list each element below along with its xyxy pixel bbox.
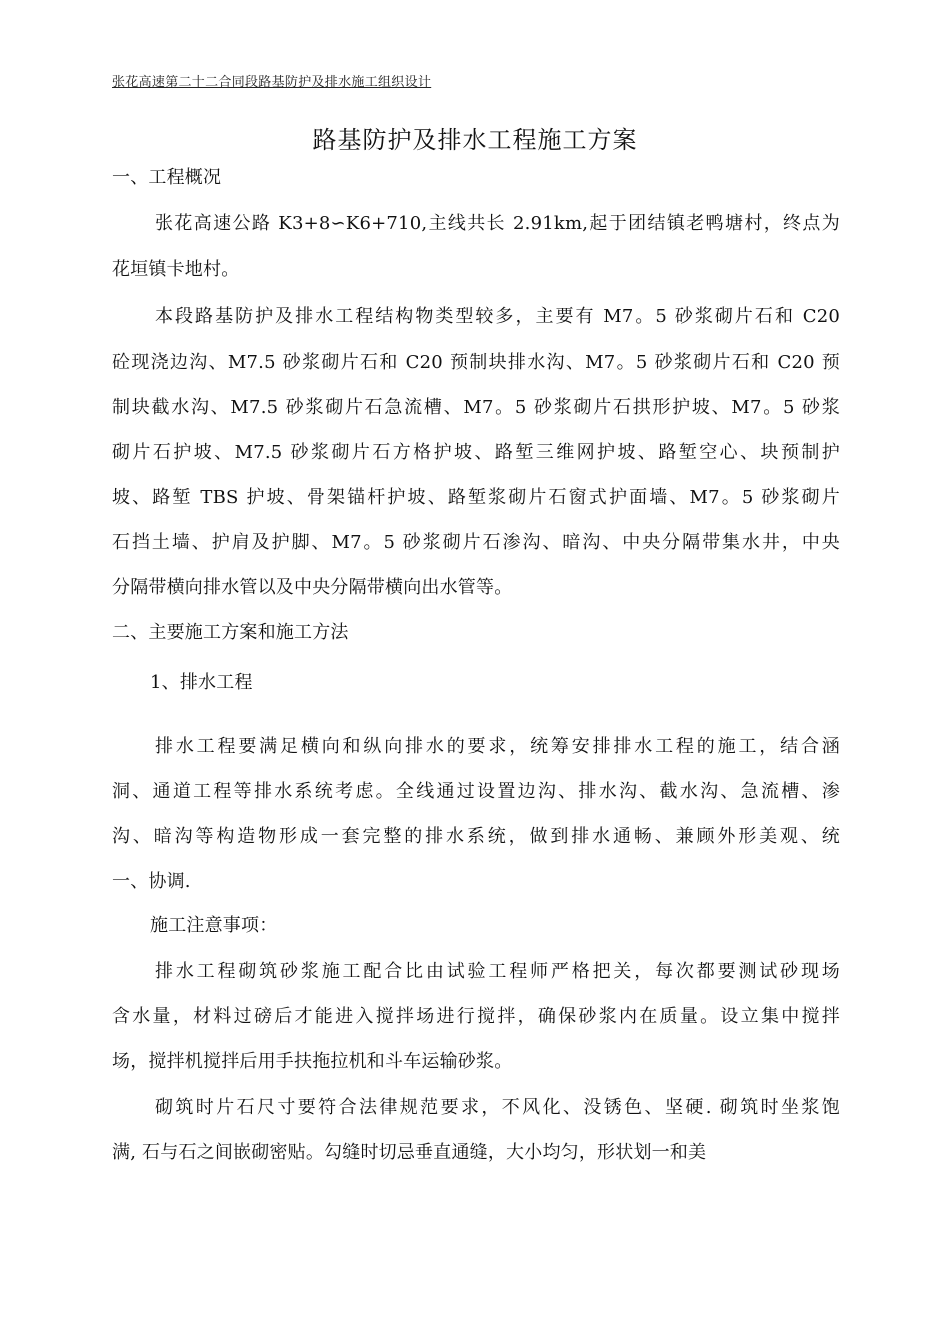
document-title: 路基防护及排水工程施工方案 <box>312 126 638 154</box>
paragraph-line: 含水量，材料过磅后才能进入搅拌场进行搅拌，确保砂浆内在质量。设立集中搅拌 <box>112 1006 840 1027</box>
paragraph-line: 制块截水沟、M7.5 砂浆砌片石急流槽、M7。5 砂浆砌片石拱形护坡、M7。5 砂浆 <box>112 397 840 418</box>
paragraph-line: 洞、通道工程等排水系统考虑。全线通过设置边沟、排水沟、截水沟、急流槽、渗 <box>112 781 840 802</box>
paragraph-line: 满, 石与石之间嵌砌密贴。勾缝时切忌垂直通缝，大小均匀，形状划一和美 <box>112 1142 707 1163</box>
section-heading-methods: 二、主要施工方案和施工方法 <box>112 622 349 643</box>
paragraph-line: 砼现浇边沟、M7.5 砂浆砌片石和 C20 预制块排水沟、M7。5 砂浆砌片石和 C20 预 <box>112 352 840 373</box>
paragraph-line: 沟、暗沟等构造物形成一套完整的排水系统，做到排水通畅、兼顾外形美观、统 <box>112 826 840 847</box>
paragraph-line: 石挡土墙、护肩及护脚、M7。5 砂浆砌片石渗沟、暗沟、中央分隔带集水井，中央 <box>112 532 840 553</box>
subsection-heading-drainage: 1、排水工程 <box>150 672 253 693</box>
paragraph-line: 张花高速公路 K3+8∽K6+710,主线共长 2.91km,起于团结镇老鸭塘村，终点为 <box>155 213 840 234</box>
notes-heading: 施工注意事项： <box>150 915 278 936</box>
paragraph-line: 一、协调. <box>112 871 191 892</box>
paragraph-line: 分隔带横向排水管以及中央分隔带横向出水管等。 <box>112 577 513 598</box>
paragraph-line: 排水工程要满足横向和纵向排水的要求，统筹安排排水工程的施工，结合涵 <box>155 736 840 757</box>
section-heading-overview: 一、工程概况 <box>112 167 222 188</box>
paragraph-line: 坡、路堑 TBS 护坡、骨架锚杆护坡、路堑浆砌片石窗式护面墙、M7。5 砂浆砌片 <box>112 487 840 508</box>
paragraph-line: 排水工程砌筑砂浆施工配合比由试验工程师严格把关，每次都要测试砂现场 <box>155 961 840 982</box>
paragraph-line: 砌筑时片石尺寸要符合法律规范要求，不风化、没锈色、坚硬. 砌筑时坐浆饱 <box>155 1097 840 1118</box>
paragraph-line: 砌片石护坡、M7.5 砂浆砌片石方格护坡、路堑三维网护坡、路堑空心、块预制护 <box>112 442 840 463</box>
paragraph-line: 花垣镇卡地村。 <box>112 259 240 280</box>
paragraph-line: 本段路基防护及排水工程结构物类型较多，主要有 M7。5 砂浆砌片石和 C20 <box>155 306 840 327</box>
paragraph-line: 场，搅拌机搅拌后用手扶拖拉机和斗车运输砂浆。 <box>112 1051 513 1072</box>
running-header: 张花高速第二十二合同段路基防护及排水施工组织设计 <box>112 75 432 90</box>
